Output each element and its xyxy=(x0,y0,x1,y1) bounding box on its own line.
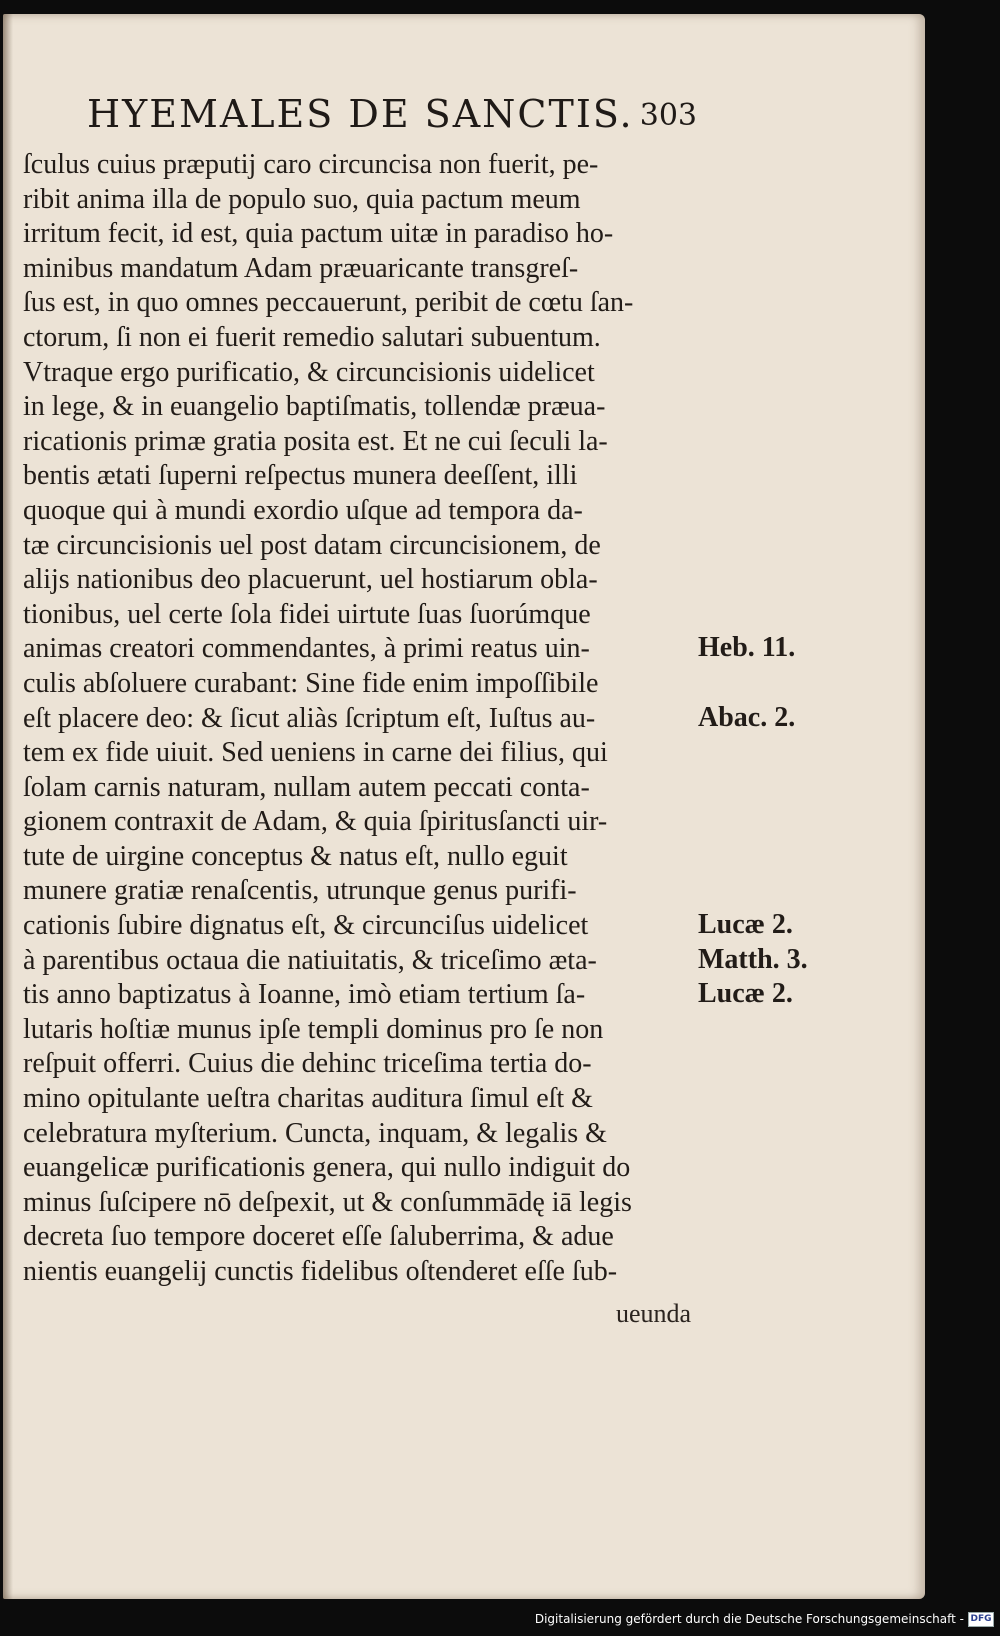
text-line: lutaris hoſtiæ munus ipſe templi dominus pro ſe non xyxy=(23,1013,604,1045)
text-line: ctorum, ſi non ei fuerit remedio salutari subuentum. xyxy=(23,321,601,353)
text-line: irritum fecit, id est, quia pactum uitæ in paradiso ho- xyxy=(23,218,614,250)
page-number: 303 xyxy=(639,98,697,133)
text-line: minibus mandatum Adam præuaricante transgreſ- xyxy=(23,252,579,284)
text-line: culis abſoluere curabant: Sine fide enim impoſſibile xyxy=(23,667,599,699)
page-header xyxy=(87,92,697,144)
text-line: ſus est, in quo omnes peccauerunt, peribit de cœtu ſan- xyxy=(23,287,634,319)
text-line: ribit anima illa de populo suo, quia pactum meum xyxy=(23,183,581,215)
text-line: celebratura myſterium. Cuncta, inquam, & legalis & xyxy=(23,1117,607,1149)
text-line: euangelicæ purificationis genera, qui nullo indiguit do xyxy=(23,1152,631,1184)
margin-note: Lucæ 2. xyxy=(698,909,793,941)
text-line: Vtraque ergo purificatio, & circuncisionis uidelicet xyxy=(23,356,595,388)
text-line: munere gratiæ renaſcentis, utrunque genus purifi- xyxy=(23,875,577,907)
margin-note: Heb. 11. xyxy=(698,632,796,664)
text-line: ſolam carnis naturam, nullam autem peccati conta- xyxy=(23,771,590,803)
text-line: tem ex fide uiuit. Sed ueniens in carne dei filius, qui xyxy=(23,737,608,769)
text-line: decreta ſuo tempore doceret eſſe ſaluberrima, & adue xyxy=(23,1221,614,1253)
text-line: alijs nationibus deo placuerunt, uel hostiarum obla- xyxy=(23,564,598,596)
text-line: in lege, & in euangelio baptiſmatis, tollendæ præua- xyxy=(23,391,606,423)
text-line: cationis ſubire dignatus eſt, & circunciſus uidelicet xyxy=(23,910,589,942)
text-line: nientis euangelij cunctis fidelibus oſtenderet eſſe ſub- xyxy=(23,1256,618,1287)
dfg-logo-icon: DFG xyxy=(968,1612,994,1627)
running-head: HYEMALES DE SANCTIS. xyxy=(87,92,634,136)
margin-note: Matth. 3. xyxy=(698,943,808,975)
text-line: gionem contraxit de Adam, & quia ſpiritusſancti uir- xyxy=(23,806,608,838)
text-line: mino opitulante ueſtra charitas auditura ſimul eſt & xyxy=(23,1083,593,1115)
digitization-footer xyxy=(535,1604,994,1634)
text-line: ricationis primæ gratia posita est. Et ne cui ſeculi la- xyxy=(23,425,608,457)
text-line: tæ circuncisionis uel post datam circuncisionem, de xyxy=(23,529,601,561)
text-line: animas creatori commendantes, à primi reatus uin- xyxy=(23,633,590,665)
body-text xyxy=(23,148,708,1290)
text-line: reſpuit offerri. Cuius die dehinc triceſima tertia do- xyxy=(23,1048,592,1080)
text-line: tute de uirgine conceptus & natus eſt, nullo eguit xyxy=(23,840,568,872)
text-line: tionibus, uel certe ſola fidei uirtute ſuas ſuorúmque xyxy=(23,598,591,630)
text-line: ſculus cuius præputij caro circuncisa non fuerit, pe- xyxy=(23,149,599,180)
text-line: bentis ætati ſuperni reſpectus munera deeſſent, illi xyxy=(23,460,578,492)
margin-note: Abac. 2. xyxy=(698,701,796,733)
text-line: eſt placere deo: & ſicut aliàs ſcriptum eſt, Iuſtus au- xyxy=(23,702,596,734)
margin-note: Lucæ 2. xyxy=(698,978,793,1010)
footer-credit: Digitalisierung gefördert durch die Deutsche Forschungsgemeinschaft - xyxy=(534,1612,964,1626)
book-page xyxy=(3,14,925,1599)
text-line: à parentibus octaua die natiuitatis, & triceſimo æta- xyxy=(23,944,597,976)
catchword: ueunda xyxy=(616,1299,692,1328)
text-line: quoque qui à mundi exordio uſque ad tempora da- xyxy=(23,494,583,526)
text-line: minus ſuſcipere nō deſpexit, ut & conſummādę iā legis xyxy=(23,1186,632,1218)
text-line: tis anno baptizatus à Ioanne, imò etiam tertium ſa- xyxy=(23,979,586,1011)
